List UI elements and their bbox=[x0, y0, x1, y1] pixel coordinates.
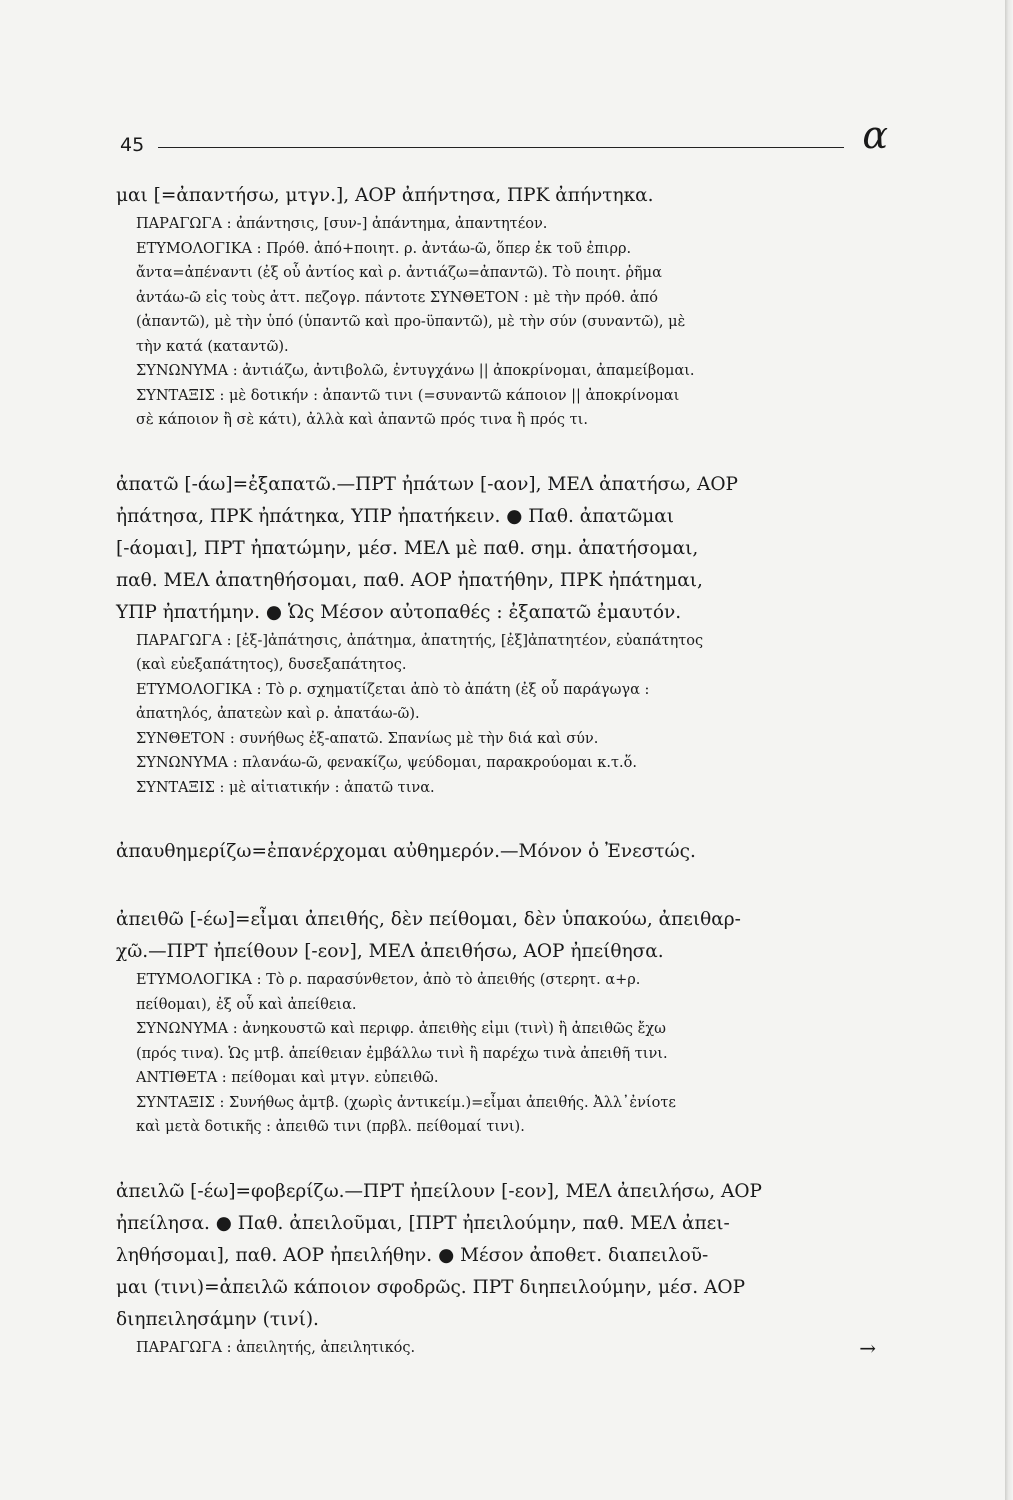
entry-main-line: μαι (τινι)=ἀπειλῶ κάποιον σφοδρῶς. ΠΡΤ διηπειλούμην, μέσ. ΑΟΡ bbox=[116, 1276, 746, 1298]
entry-sub-line: πείθομαι), ἐξ οὗ καὶ ἀπείθεια. bbox=[136, 996, 357, 1013]
entry-main-line: χῶ.—ΠΡΤ ἠπείθουν [-εον], ΜΕΛ ἀπειθήσω, ΑΟΡ ἠπείθησα. bbox=[116, 941, 664, 962]
entry-sub-line: τὴν κατά (καταντῶ). bbox=[136, 338, 289, 355]
dictionary-content bbox=[116, 180, 906, 1372]
entry-sub-line: ΣΥΝΤΑΞΙΣ : μὲ δοτικήν : ἀπαντῶ τινι (=συναντῶ κάποιον || ἀποκρίνομαι bbox=[136, 387, 680, 404]
entry-main-line: ἀπατῶ [-άω]=ἐξαπατῶ.—ΠΡΤ ἠπάτων [-αον], ΜΕΛ ἀπατήσω, ΑΟΡ bbox=[116, 473, 738, 495]
entry-sub-line: ἀντάω-ῶ εἰς τοὺς ἀττ. πεζογρ. πάντοτε ΣΥΝΘΕΤΟΝ : μὲ τὴν πρόθ. ἀπό bbox=[136, 289, 658, 306]
entry-main-line: ληθήσομαι], παθ. ΑΟΡ ἠπειλήθην. ● Μέσον ἀποθετ. διαπειλοῦ- bbox=[116, 1244, 709, 1266]
entry-main-line: ἠπάτησα, ΠΡΚ ἠπάτηκα, ΥΠΡ ἠπατήκειν. ● Παθ. ἀπατῶμαι bbox=[116, 505, 675, 527]
entry-sub-line: ἀπατηλός, ἀπατεὼν καὶ ρ. ἀπατάω-ῶ). bbox=[136, 706, 420, 722]
entry-sub-line: (καὶ εὐεξαπάτητος), δυσεξαπάτητος. bbox=[136, 657, 407, 673]
entry-sub-line: ΣΥΝΩΝΥΜΑ : ἀντιάζω, ἀντιβολῶ, ἐντυγχάνω || ἀποκρίνομαι, ἀπαμείβομαι. bbox=[136, 363, 695, 379]
page-edge-shadow bbox=[1005, 0, 1013, 1500]
entry-apeitho bbox=[116, 904, 906, 1140]
entry-sub-line: ΕΤΥΜΟΛΟΓΙΚΑ : Τὸ ρ. σχηματίζεται ἀπὸ τὸ ἀπάτη (ἐξ οὗ παράγωγα : bbox=[136, 681, 650, 698]
entry-main-line: διηπειλησάμην (τινί). bbox=[116, 1308, 319, 1330]
entry-sub-line: ἄντα=ἀπέναντι (ἐξ οὗ ἀντίος καὶ ρ. ἀντιάζω=ἀπαντῶ). Τὸ ποιητ. ῥῆμα bbox=[136, 265, 662, 281]
entry-sub-line: ΣΥΝΤΑΞΙΣ : μὲ αἰτιατικήν : ἀπατῶ τινα. bbox=[136, 779, 435, 796]
page-number: 45 bbox=[120, 134, 145, 156]
entry-apeilo bbox=[116, 1176, 906, 1361]
entry-main-line: ἀπαυθημερίζω=ἐπανέρχομαι αὐθημερόν.—Μόνον ὁ Ἐνεστώς. bbox=[116, 841, 696, 862]
page-header bbox=[120, 113, 888, 162]
entry-sub-line: ΠΑΡΑΓΩΓΑ : [ἐξ-]ἀπάτησις, ἀπάτημα, ἀπατητής, [ἐξ]ἀπατητέον, εὐαπάτητος bbox=[136, 632, 704, 649]
continue-arrow-icon: → bbox=[859, 1335, 876, 1360]
entry-apato bbox=[116, 469, 906, 801]
entry-main-line: ἠπείλησα. ● Παθ. ἀπειλοῦμαι, [ΠΡΤ ἠπειλούμην, παθ. ΜΕΛ ἀπει- bbox=[116, 1212, 730, 1234]
entry-sub-line: (ἀπαντῶ), μὲ τὴν ὑπό (ὑπαντῶ καὶ προ-ϋπαντῶ), μὲ τὴν σύν (συναντῶ), μὲ bbox=[136, 314, 686, 330]
header-rule bbox=[158, 147, 844, 148]
entry-main-line: [-άομαι], ΠΡΤ ἠπατώμην, μέσ. ΜΕΛ μὲ παθ. σημ. ἀπατήσομαι, bbox=[116, 537, 699, 559]
entry-sub-line: ΑΝΤΙΘΕΤΑ : πείθομαι καὶ μτγν. εὐπειθῶ. bbox=[136, 1070, 439, 1086]
entry-sub-line: ΣΥΝΘΕΤΟΝ : συνήθως ἐξ-απατῶ. Σπανίως μὲ τὴν διά καὶ σύν. bbox=[136, 730, 599, 747]
entry-apauthemerizo bbox=[116, 836, 906, 868]
entry-sub-line: ΕΤΥΜΟΛΟΓΙΚΑ : Τὸ ρ. παρασύνθετον, ἀπὸ τὸ ἀπειθής (στερητ. α+ρ. bbox=[136, 972, 641, 988]
entry-apanto-continued bbox=[116, 180, 906, 433]
entry-sub-line: ΣΥΝΩΝΥΜΑ : ἀνηκουστῶ καὶ περιφρ. ἀπειθὴς εἰμι (τινὶ) ἢ ἀπειθῶς ἔχω bbox=[136, 1021, 666, 1037]
entry-main-line: ἀπειλῶ [-έω]=φοβερίζω.—ΠΡΤ ἠπείλουν [-εον], ΜΕΛ ἀπειλήσω, ΑΟΡ bbox=[116, 1180, 763, 1202]
entry-sub-line: (πρός τινα). Ὡς μτβ. ἀπείθειαν ἐμβάλλω τινὶ ἢ παρέχω τινὰ ἀπειθῆ τινι. bbox=[136, 1045, 668, 1062]
entry-main-line: ἀπειθῶ [-έω]=εἶμαι ἀπειθής, δὲν πείθομαι, δὲν ὑπακούω, ἀπειθαρ- bbox=[116, 909, 741, 930]
entry-main-line: παθ. ΜΕΛ ἀπατηθήσομαι, παθ. ΑΟΡ ἠπατήθην, ΠΡΚ ἠπάτημαι, bbox=[116, 569, 703, 591]
entry-main-line: μαι [=ἀπαντήσω, μτγν.], ΑΟΡ ἀπήντησα, ΠΡΚ ἀπήντηκα. bbox=[116, 185, 654, 206]
entry-main-line: ΥΠΡ ἠπατήμην. ● Ὡς Μέσον αὐτοπαθές : ἐξαπατῶ ἐμαυτόν. bbox=[116, 601, 682, 623]
entry-sub-line-with-arrow bbox=[116, 1336, 906, 1361]
entry-sub-line: σὲ κάποιον ἢ σὲ κάτι), ἀλλὰ καὶ ἀπαντῶ πρός τινα ἢ πρός τι. bbox=[136, 412, 588, 428]
entry-sub-line: ΕΤΥΜΟΛΟΓΙΚΑ : Πρόθ. ἀπό+ποιητ. ρ. ἀντάω-ῶ, ὅπερ ἐκ τοῦ ἐπιρρ. bbox=[136, 240, 632, 257]
entry-sub-line: ΣΥΝΤΑΞΙΣ : Συνήθως ἀμτβ. (χωρὶς ἀντικείμ.)=εἶμαι ἀπειθής. Ἀλλ᾽ἐνίοτε bbox=[136, 1094, 676, 1111]
section-letter: α bbox=[862, 113, 888, 157]
entry-sub-text: ΠΑΡΑΓΩΓΑ : ἀπειλητής, ἀπειλητικός. bbox=[136, 1339, 416, 1356]
entry-sub-line: ΠΑΡΑΓΩΓΑ : ἀπάντησις, [συν-] ἀπάντημα, ἀπαντητέον. bbox=[136, 216, 548, 232]
entry-sub-line: καὶ μετὰ δοτικῆς : ἀπειθῶ τινι (πρβλ. πείθομαί τινι). bbox=[136, 1119, 525, 1135]
entry-sub-line: ΣΥΝΩΝΥΜΑ : πλανάω-ῶ, φενακίζω, ψεύδομαι, παρακρούομαι κ.τ.ὅ. bbox=[136, 755, 637, 771]
